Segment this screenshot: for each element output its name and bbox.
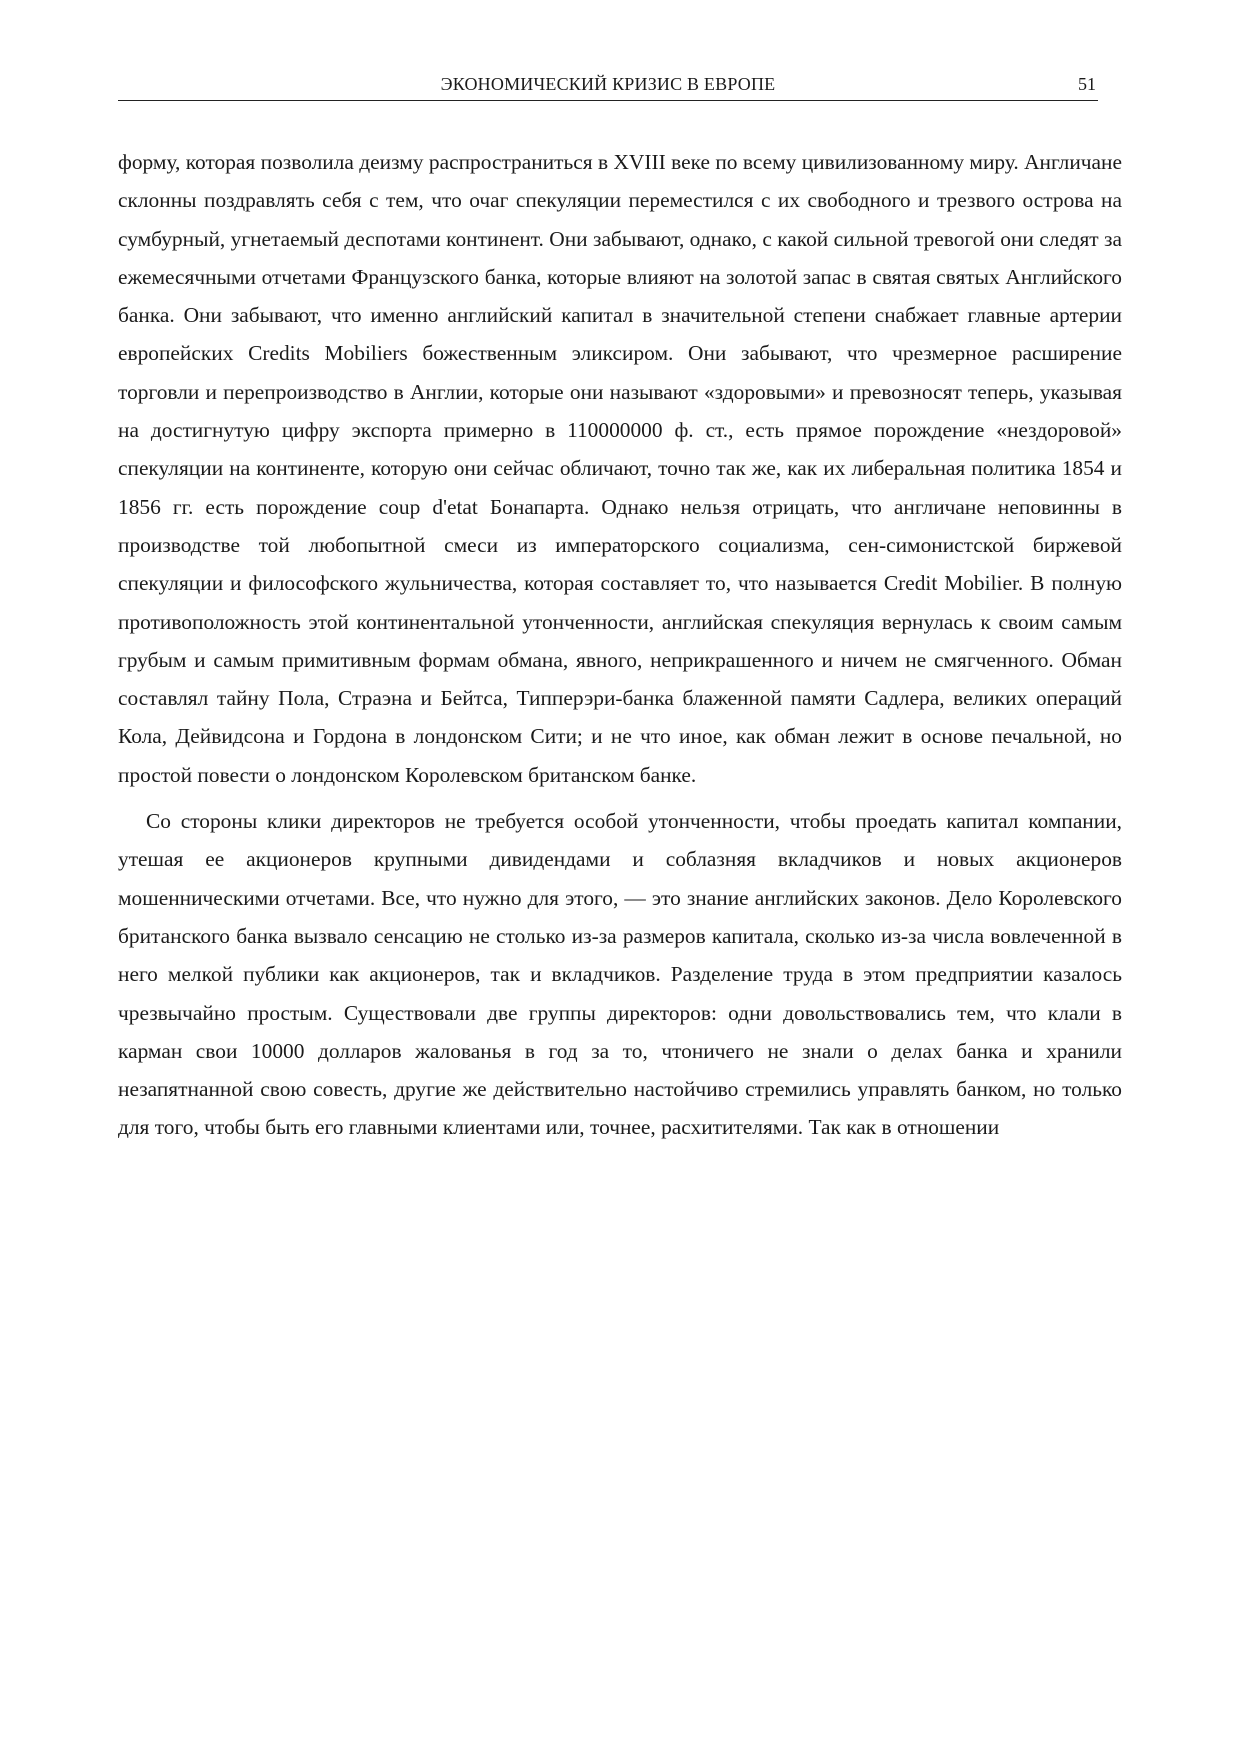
paragraph: Со стороны клики директоров не требуется особой утонченности, чтобы проедать капитал компании, утешая ее акционеров крупными дивидендами и соблазняя вкладчиков и новых акционеров мошенническими отчетами. Все, что нужно для этого, — это знание английских законов. Дело Королевского британского банка вызвало сенсацию не столько из-за размеров капитала, сколько из-за числа вовлеченной в него мелкой публики как акционеров, так и вкладчиков. Разделение труда в этом предприятии казалось чрезвычайно простым. Существовали две группы директоров: одни довольствовались тем, что клали в карман свои 10000 долларов жалованья в год за то, чтоничего не знали о делах банка и хранили незапятнанной свою совесть, другие же действительно настойчиво стремились управлять банком, но только для того, чтобы быть его главными клиентами или, точнее, расхитителями. Так как в отношении <box>118 809 1122 1140</box>
page-number: 51 <box>1078 74 1096 94</box>
paragraph: форму, которая позволила деизму распространиться в XVIII веке по всему цивилизованному миру. Англичане склонны поздравлять себя с тем, что очаг спекуляции переместился с их свободного и трезвого острова на сумбурный, угнетаемый деспотами континент. Они забывают, однако, с какой сильной тревогой они следят за ежемесячными отчетами Французского банка, которые влияют на золотой запас в святая святых Английского банка. Они забывают, что именно английский капитал в значительной степени снабжает главные артерии европейских Credits Mobiliers божественным эликсиром. Они забывают, что чрезмерное расширение торговли и перепроизводство в Англии, которые они называют «здоровыми» и превозносят теперь, указывая на достигнутую цифру экспорта примерно в 110000000 ф. ст., есть прямое порождение «нездоровой» спекуляции на континенте, которую они сейчас обличают, точно так же, как их либеральная политика 1854 и 1856 гг. есть порождение coup d'etat Бонапарта. Однако нельзя отрицать, что англичане неповинны в производстве той любопытной смеси из императорского социализма, сен-симонистской биржевой спекуляции и философского жульничества, которая составляет то, что называется Credit Mobilier. В полную противоположность этой континентальной утонченности, английская спекуляция вернулась к своим самым грубым и самым примитивным формам обмана, явного, неприкрашенного и ничем не смягченного. Обман составлял тайну Пола, Страэна и Бейтса, Типперэри-банка блаженной памяти Садлера, великих операций Кола, Дейвидсона и Гордона в лондонском Сити; и не что иное, как обман лежит в основе печальной, но простой повести о лондонском Королевском британском банке. <box>118 150 1122 787</box>
running-title: ЭКОНОМИЧЕСКИЙ КРИЗИС В ЕВРОПЕ <box>440 74 776 94</box>
body-text <box>118 143 1122 1155</box>
running-header <box>118 70 1098 101</box>
